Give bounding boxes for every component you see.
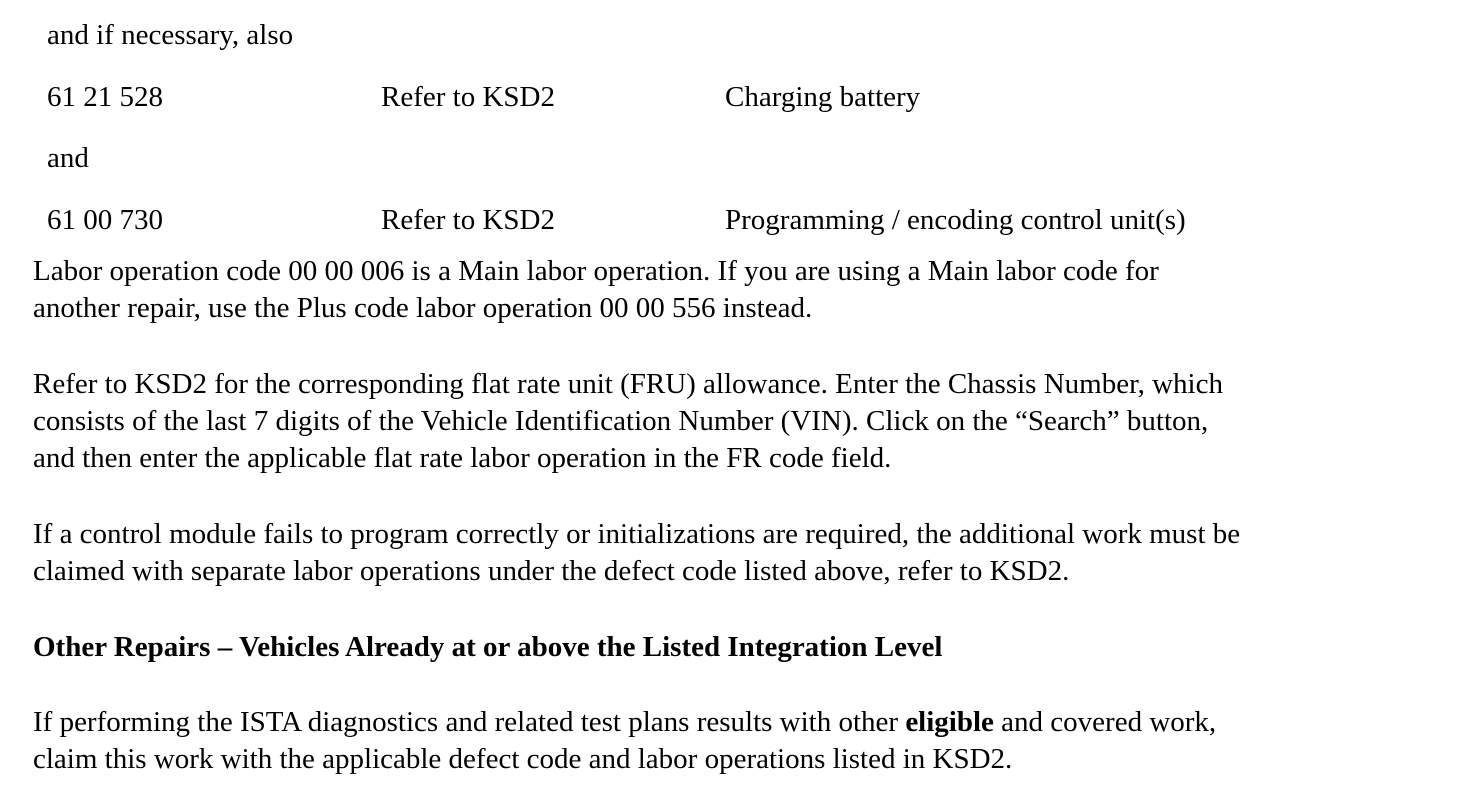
paragraph-line: If a control module fails to program correctly or initializations are required, the additional work must be: [33, 518, 1241, 550]
intro-if-necessary: and if necessary, also: [47, 19, 294, 51]
ksd2-fru-paragraph: [33, 366, 1443, 477]
eligible-emphasis: eligible: [905, 706, 994, 738]
paragraph-line: [33, 704, 1443, 741]
control-module-paragraph: [33, 516, 1443, 590]
intro-and: and: [47, 142, 89, 174]
paragraph-line: another repair, use the Plus code labor operation 00 00 556 instead.: [33, 292, 813, 324]
main-labor-paragraph: [33, 253, 1443, 327]
paragraph-line: and then enter the applicable flat rate labor operation in the FR code field.: [33, 442, 892, 474]
labor-description: Charging battery: [725, 81, 921, 113]
paragraph-line: Labor operation code 00 00 006 is a Main labor operation. If you are using a Main labor code for: [33, 255, 1159, 287]
labor-reference: Refer to KSD2: [381, 204, 555, 236]
labor-reference: Refer to KSD2: [381, 81, 555, 113]
paragraph-line: claim this work with the applicable defect code and labor operations listed in KSD2.: [33, 743, 1013, 775]
other-repairs-heading: Other Repairs – Vehicles Already at or above the Listed Integration Level: [33, 631, 943, 663]
paragraph-line: claimed with separate labor operations under the defect code listed above, refer to KSD2.: [33, 555, 1070, 587]
other-repairs-paragraph: [33, 704, 1443, 778]
paragraph-line: consists of the last 7 digits of the Vehicle Identification Number (VIN). Click on the “Search” button,: [33, 405, 1209, 437]
text-segment: If performing the ISTA diagnostics and related test plans results with other: [33, 706, 906, 738]
labor-code: 61 21 528: [47, 81, 163, 113]
labor-code: 61 00 730: [47, 204, 163, 236]
labor-description: Programming / encoding control unit(s): [725, 204, 1186, 236]
text-segment: and covered work,: [993, 706, 1217, 738]
paragraph-line: Refer to KSD2 for the corresponding flat rate unit (FRU) allowance. Enter the Chassis Number, which: [33, 368, 1223, 400]
